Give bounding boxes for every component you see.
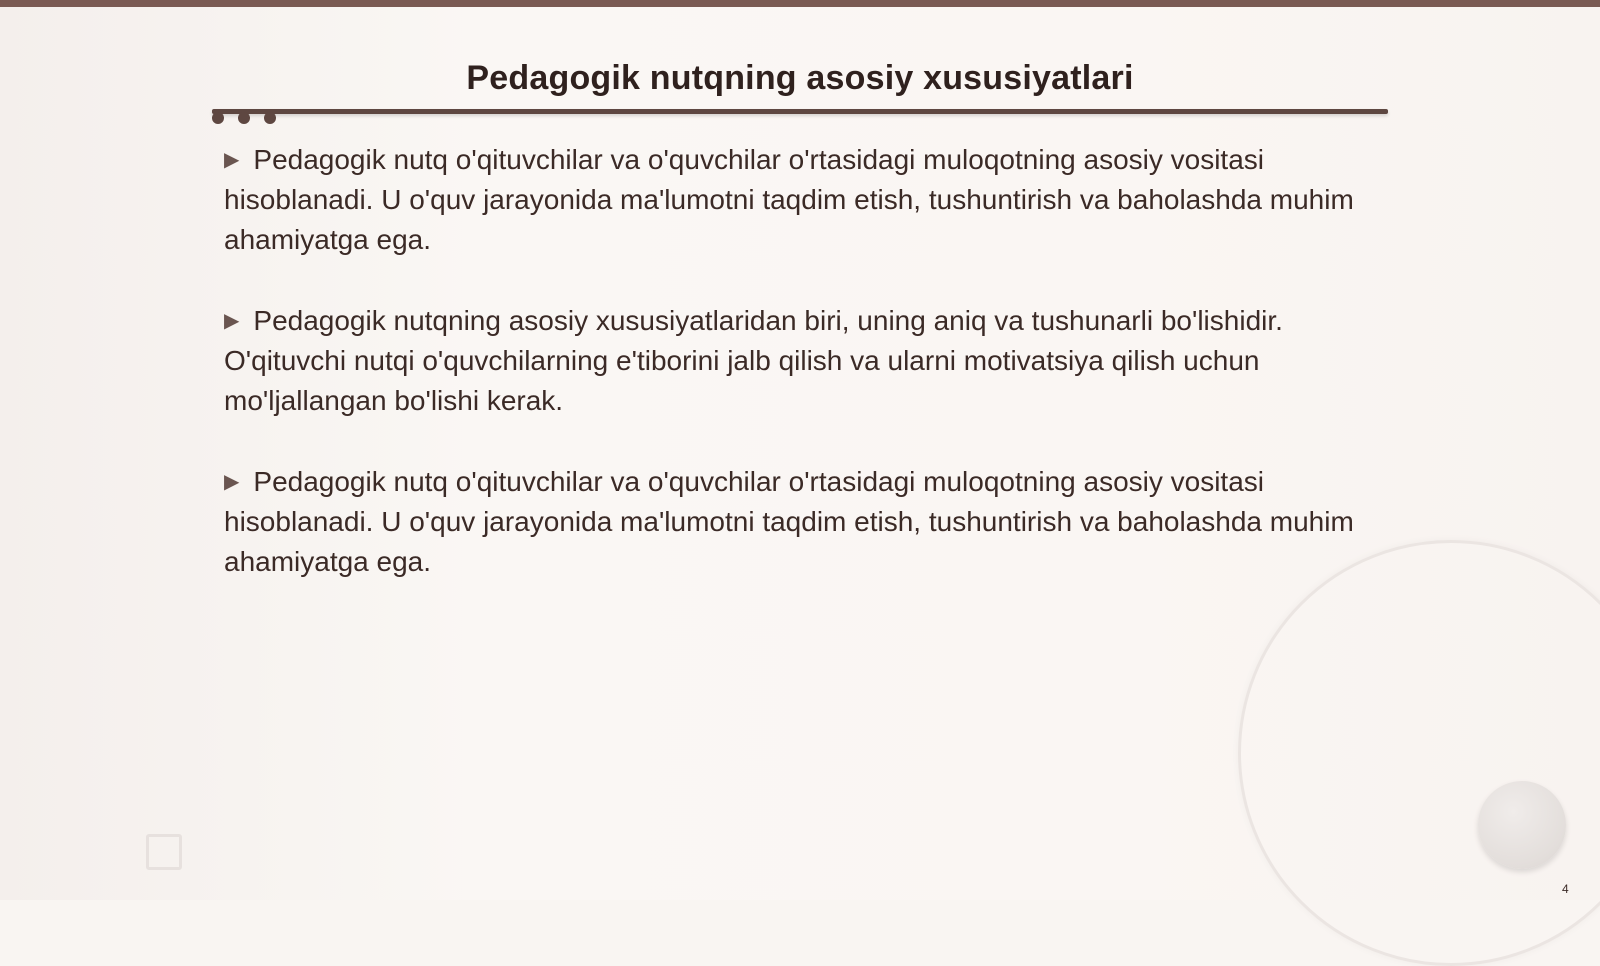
top-accent-band [0,0,1600,7]
bullet-item [224,301,1374,421]
triangle-bullet-icon: ▶ [224,149,240,171]
triangle-bullet-icon: ▶ [224,310,240,332]
divider-dot [238,112,250,124]
decorative-square [146,834,182,870]
bullet-list [224,140,1374,623]
divider-dots [212,112,282,126]
bullet-text: Pedagogik nutq o'qituvchilar va o'quvchilar o'rtasidagi muloqotning asosiy vositasi hisoblanadi. U o'quv jarayonida ma'lumotni taqdim etish, tushuntirish va baholashda muhim ahamiyatga ega. [224,144,1354,255]
slide-title: Pedagogik nutqning asosiy xususiyatlari [466,59,1134,97]
bullet-item [224,140,1374,260]
decorative-circle-filled [1478,781,1566,869]
title-divider [212,109,1388,114]
divider-dot [212,112,224,124]
divider-dot [264,112,276,124]
page-number: 4 [1562,882,1569,896]
triangle-bullet-icon: ▶ [224,471,240,493]
bullet-text: Pedagogik nutq o'qituvchilar va o'quvchilar o'rtasidagi muloqotning asosiy vositasi hisoblanadi. U o'quv jarayonida ma'lumotni taqdim etish, tushuntirish va baholashda muhim ahamiyatga ega. [224,466,1354,577]
bullet-text: Pedagogik nutqning asosiy xususiyatlaridan biri, uning aniq va tushunarli bo'lishidir. O'qituvchi nutqi o'quvchilarning e'tiborini jalb qilish va ularni motivatsiya qilish uchun mo'ljallangan bo'lishi kerak. [224,305,1283,416]
bullet-item [224,462,1374,582]
